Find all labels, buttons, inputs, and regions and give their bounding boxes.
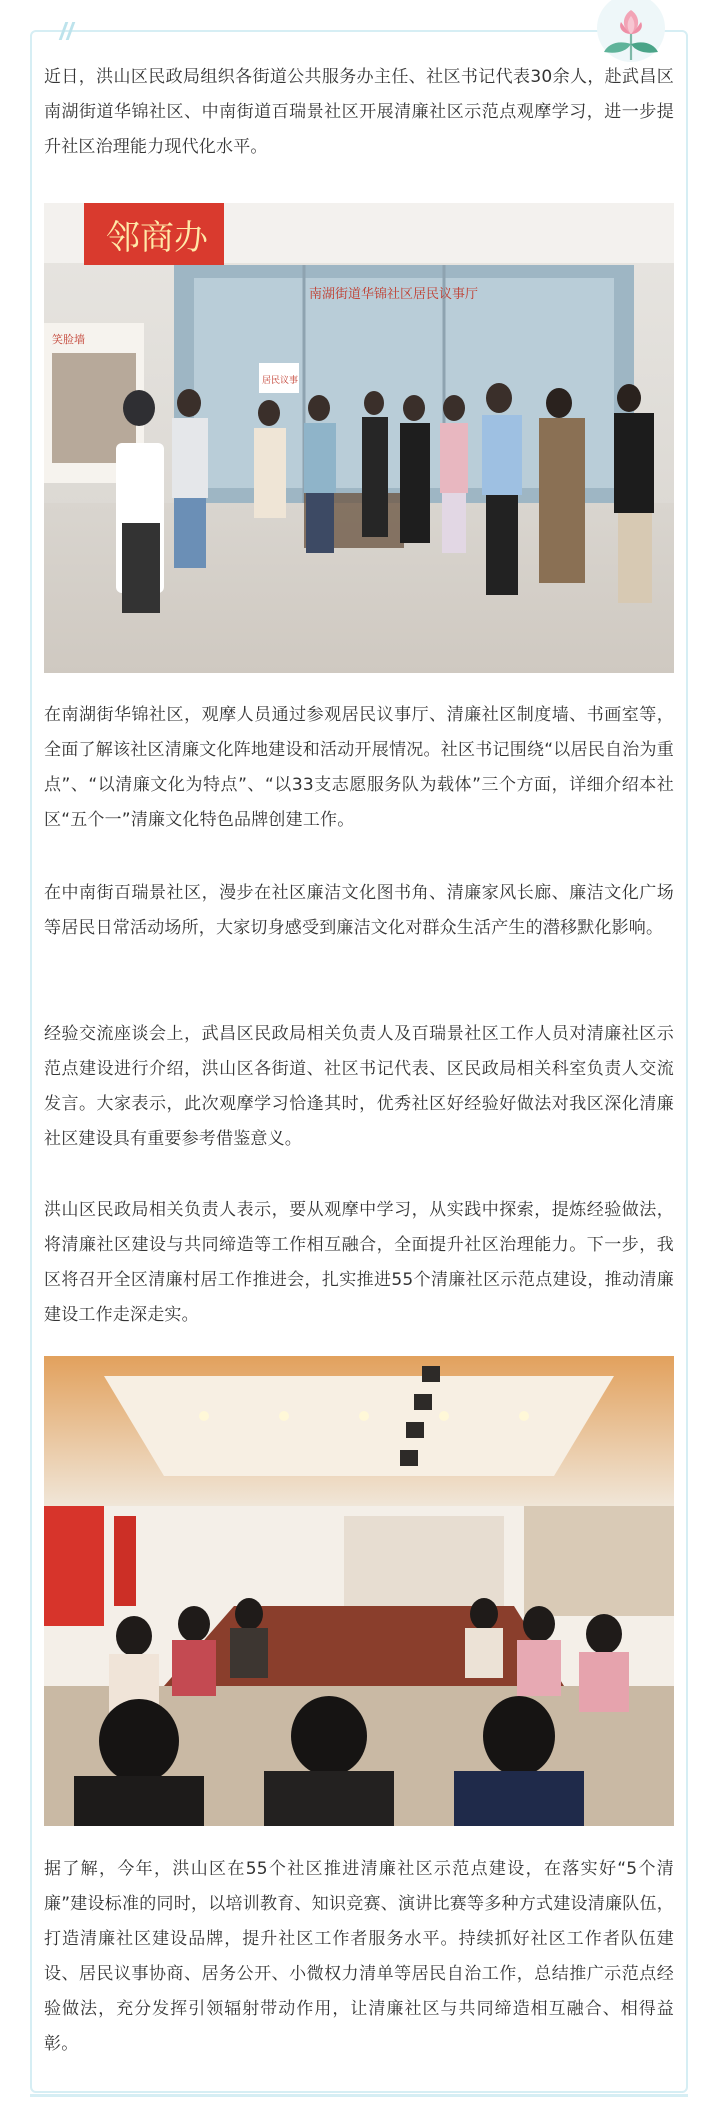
paragraph-bairuijing: 在中南街百瑞景社区，漫步在社区廉洁文化图书角、清廉家风长廊、廉洁文化广场等居民日常活动场所，大家切身感受到廉洁文化对群众生活产生的潜移默化影响。: [44, 883, 674, 938]
photo-meeting-room: [44, 1356, 674, 1826]
paragraph-intro: 近日，洪山区民政局组织各街道公共服务办主任、社区书记代表30余人，赴武昌区南湖街道华锦社区、中南街道百瑞景社区开展清廉社区示范点观摩学习，进一步提升社区治理能力现代化水平。: [44, 67, 674, 157]
paragraph-next-steps: 洪山区民政局相关负责人表示，要从观摩中学习，从实践中探索，提炼经验做法，将清廉社区建设与共同缔造等工作相互融合，全面提升社区治理能力。下一步，我区将召开全区清廉村居工作推进会，扎实推进55个清廉社区示范点建设，推动清廉建设工作走深走实。: [44, 1200, 674, 1325]
board-title: 笑脸墙: [52, 333, 85, 346]
paragraph-summary: 据了解，今年，洪山区在55个社区推进清廉社区示范点建设，在落实好“5个清廉”建设标准的同时，以培训教育、知识竞赛、演讲比赛等多种方式建设清廉队伍，打造清廉社区建设品牌，提升社区工作者服务水平。持续抓好社区工作者队伍建设、居民议事协商、居务公开、小微权力清单等居民自治工作，总结推广示范点经验做法，充分发挥引领辐射带动作用，让清廉社区与共同缔造相互融合、相得益彰。: [44, 1859, 674, 2054]
glass-sign: 南湖街道华锦社区居民议事厅: [309, 287, 479, 302]
small-sign: 居民议事: [262, 376, 299, 386]
photo-community-visit: [44, 203, 674, 673]
paragraph-huajin: 在南湖街华锦社区，观摩人员通过参观居民议事厅、清廉社区制度墙、书画室等，全面了解该社区清廉文化阵地建设和活动开展情况。社区书记围绕“以居民自治为重点”、“以清廉文化为特点”、“以33支志愿服务队为载体”三个方面，详细介绍本社区“五个一”清廉文化特色品牌创建工作。: [44, 705, 674, 830]
banner-text: 邻商办: [106, 218, 208, 258]
paragraph-exchange-meeting: 经验交流座谈会上，武昌区民政局相关负责人及百瑞景社区工作人员对清廉社区示范点建设进行介绍，洪山区各街道、社区书记代表、区民政局相关科室负责人交流发言。大家表示，此次观摩学习恰逢其时，优秀社区好经验好做法对我区深化清廉社区建设具有重要参考借鉴意义。: [44, 1024, 674, 1149]
slash-decoration: [60, 22, 76, 40]
bottom-divider: [30, 2094, 688, 2097]
